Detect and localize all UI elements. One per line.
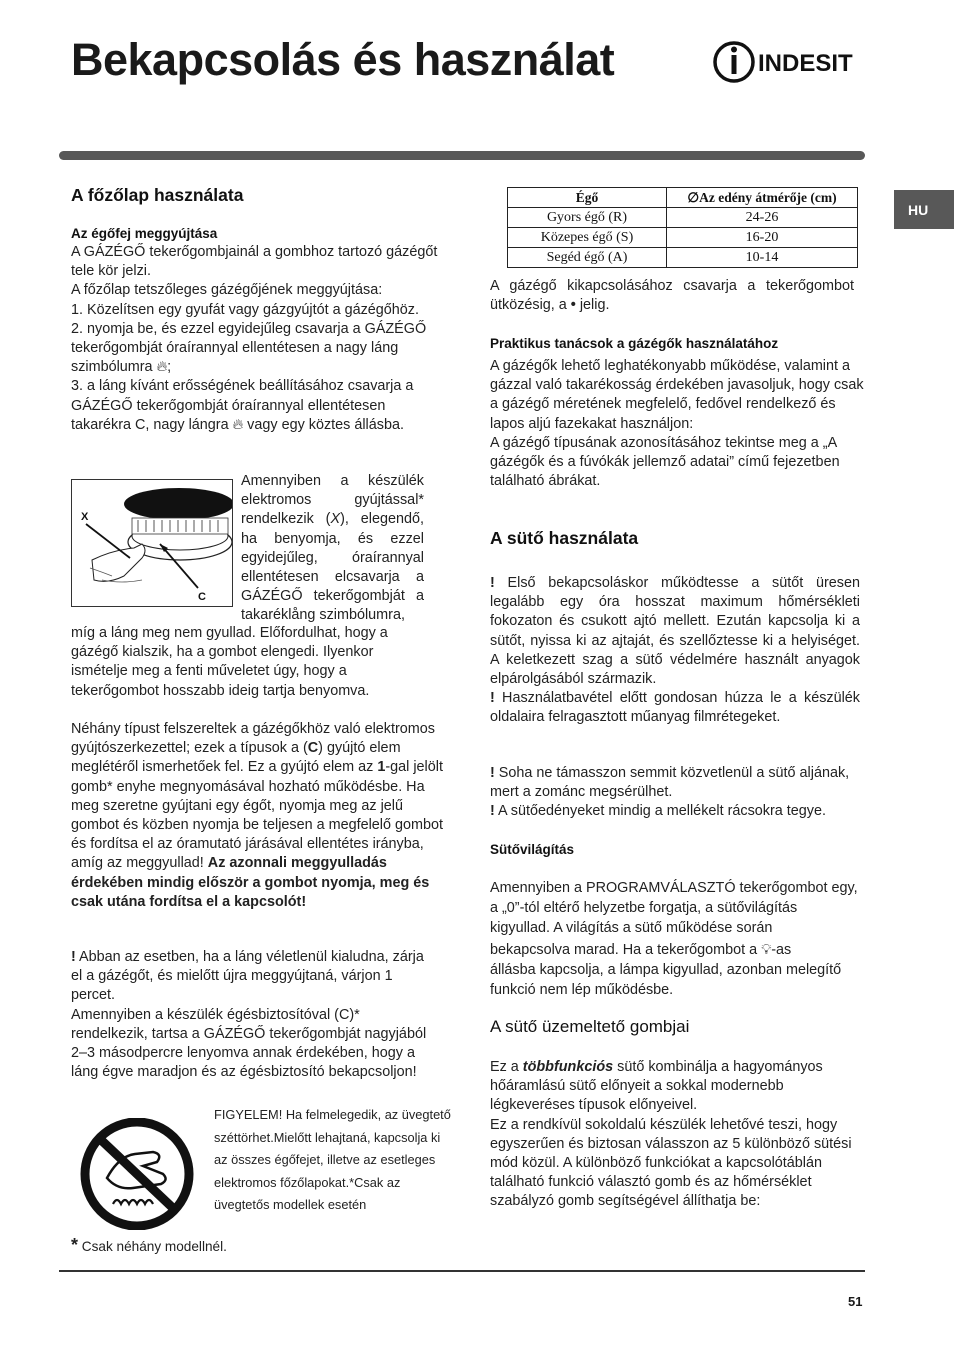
ignition-continued-text bbox=[71, 624, 431, 701]
warning-mark: ! bbox=[490, 765, 495, 781]
table-cell: Segéd égő (A) bbox=[508, 248, 667, 268]
paragraph bbox=[490, 802, 864, 821]
text: -as bbox=[771, 942, 792, 958]
text: 2. nyomja be, és ezzel egyidejűleg csavarja a GÁZÉGŐ tekerőgombját óraírannyal ellentétesen a nagy láng szimbólumra bbox=[71, 320, 427, 376]
text: Az edény átmérője (cm) bbox=[699, 189, 837, 205]
tips-text bbox=[490, 357, 864, 491]
table-cell: 10-14 bbox=[667, 248, 858, 268]
paragraph bbox=[71, 377, 443, 435]
paragraph: Amennyiben a PROGRAMVÁLASZTÓ tekerőgombot egy, a „0”-tól eltérő helyzetbe forgatja, a sütővilágítás kigyullad. A világítás a sütő működése során bbox=[490, 880, 858, 936]
paragraph bbox=[490, 940, 860, 960]
oven-text bbox=[490, 574, 860, 728]
burner-table bbox=[507, 187, 858, 268]
table-cell: Gyors égő (R) bbox=[508, 208, 667, 228]
oven-warnings bbox=[490, 764, 864, 822]
page-title: Bekapcsolás és használat bbox=[71, 34, 615, 85]
fig-label-x: X bbox=[81, 511, 89, 523]
ignite-text bbox=[71, 243, 443, 435]
table-row bbox=[508, 248, 858, 268]
paragraph bbox=[71, 320, 443, 378]
text: Ez a bbox=[490, 1059, 523, 1075]
text: -gal jelölt gomb* enyhe megnyomásával hozható működésbe. Ha meg szeretne gyújtani egy égőt, nyomja meg az jelű gombot és közben nyomja be teljesen a megfelelő gombot és fordítsa el az óramutató járásával ellentétes irányba, amíg az meggyullad! bbox=[71, 759, 443, 872]
text: többfunkciós bbox=[522, 1059, 614, 1075]
text: Abban az esetben, ha a láng véletlenül kialudna, zárja el a gázégőt, és mielőtt újra meggyújtaná, várjon 1 percet. bbox=[71, 949, 424, 1004]
column-header bbox=[667, 188, 858, 208]
paragraph bbox=[490, 764, 864, 802]
text: Az azonnali meggyulladás érdekében mindig először a gombot nyomja, meg és csak utána fordítsa el a kapcsolót! bbox=[71, 855, 430, 910]
footer-rule bbox=[59, 1270, 865, 1272]
text: A gázégő kikapcsolásához csavarja a tekerőgombot ütközésig, a bbox=[490, 278, 854, 314]
paragraph: míg a láng meg nem gyullad. Előfordulhat, hogy a gázégő kialszik, ha a gombot elengedi. Ilyenkor ismételje meg a fenti műveletet úgy, hogy a tekerőgombot hosszabb ideig tartja benyomva. bbox=[71, 625, 388, 699]
paragraph: 1. Közelítsen egy gyufát vagy gázgyújtót a gázégőhöz. bbox=[71, 301, 420, 318]
paragraph: A GÁZÉGŐ tekerőgombjainál a gombhoz tartozó gázégőt tele kör jelzi. bbox=[71, 244, 438, 280]
header-rule bbox=[59, 151, 865, 160]
table-header-row bbox=[508, 188, 858, 208]
switch-off-text bbox=[490, 277, 854, 315]
text: sütő kombinálja a hagyományos hőáramlású sütő előnyeit a sokkal modernebb légkeveréses típusok előnyeivel. bbox=[490, 1059, 823, 1114]
subheading-oven-light: Sütővilágítás bbox=[490, 842, 575, 857]
column-header: Égő bbox=[508, 188, 667, 208]
burner-drawing bbox=[72, 480, 232, 606]
indesit-logo bbox=[712, 38, 872, 86]
paragraph bbox=[71, 948, 431, 1006]
table-cell: 16-20 bbox=[667, 228, 858, 248]
igniter-text bbox=[71, 720, 443, 912]
text: Első bekapcsoláskor működtesse a sütőt üresen legalább egy óra hosszat maximum hőmérsékleti fokozaton és csukott ajtó mellett. Ezután kapcsolja ki a sütőt, nyissa ki az ajtaját, és szellőztesse ki a helyiséget. A keletkezett szag a sütő védelmére használt anyagok elpárolgásából származik. bbox=[490, 575, 860, 688]
diameter-icon: ∅ bbox=[687, 189, 700, 205]
text: ) gyújtó elem meglétéről ismerhetőek fel. Ez a gyújtó elem az bbox=[71, 740, 401, 776]
table-row bbox=[508, 208, 858, 228]
text: C bbox=[307, 740, 319, 757]
warning-mark: ! bbox=[71, 949, 76, 965]
paragraph bbox=[490, 1058, 864, 1116]
paragraph bbox=[490, 574, 860, 689]
warning-mark: ! bbox=[490, 803, 495, 820]
subheading-ignite: Az égőfej meggyújtása bbox=[71, 226, 218, 241]
table-row bbox=[508, 228, 858, 248]
oven-light-text bbox=[490, 878, 860, 1000]
section-title-oven: A sütő használata bbox=[490, 528, 639, 548]
text: Néhány típust felszereltek a gázégőkhöz való elektromos gyújtószerkezettel; ezek a típusok a ( bbox=[71, 721, 435, 757]
language-tab: HU bbox=[894, 190, 954, 229]
text: Használatbavétel előtt gondosan húzza le a készülék oldalaira felragasztott műanyag filmrétegeket. bbox=[490, 690, 860, 726]
paragraph: Ez a rendkívül sokoldalú készülék lehetővé teszi, hogy egyszerűen és biztosan válasszon az 5 különböző sütési mód közül. A különböző funkciókat a kapcsolótáblán található funkció választó gomb és az hőmérséklet szabályzó gomb segítségével állíthatja be: bbox=[490, 1116, 852, 1210]
text: X bbox=[330, 511, 341, 528]
page-number: 51 bbox=[848, 1294, 863, 1309]
text: ; bbox=[167, 359, 172, 376]
text: vagy egy köztes állásba. bbox=[247, 416, 404, 433]
paragraph: állásba kapcsolja, a lámpa kigyullad, azonban melegítő funkció nem lép működésbe. bbox=[490, 962, 842, 998]
safety-text bbox=[71, 948, 431, 1082]
electric-ignition-text bbox=[241, 472, 424, 626]
text: 3. a láng kívánt erősségének beállításához csavarja a GÁZÉGŐ tekerőgombját óraírannyal ellentétesen takarékra C, nagy lángra bbox=[71, 378, 414, 433]
paragraph: A gázégők lehető leghatékonyabb működése, valamint a gázzal való takarékosság érdekében javasoljuk, hogy csak a gázégő méretének megfelelő, fedővel rendelkező és lapos aljú fazekakat használjon: bbox=[490, 358, 864, 432]
text: jelig. bbox=[579, 297, 610, 314]
oven-controls-text bbox=[490, 1058, 864, 1212]
paragraph: A gázégő típusának azonosításához tekintse meg a „A gázégők és a fúvókák jellemző adatai” című fejezetben található ábrákat. bbox=[490, 434, 840, 490]
text: 1 bbox=[377, 759, 386, 776]
paragraph bbox=[241, 472, 424, 626]
dot-icon: • bbox=[570, 297, 576, 314]
paragraph: Amennyiben a készülék égésbiztosítóval (C)* rendelkezik, tartsa a GÁZÉGŐ tekerőgombját nagyjából 2–3 másodpercre lenyomva annak érdekében, hogy a láng égve maradjon és az égésbiztosító bekapcsoljon! bbox=[71, 1006, 427, 1081]
flame-icon: 🔥︎ bbox=[232, 416, 244, 433]
paragraph bbox=[490, 277, 854, 315]
text: A sütőedényeket mindig a mellékelt rácsokra tegye. bbox=[494, 803, 826, 820]
section-title-oven-controls: A sütő üzemeltető gombjai bbox=[490, 1017, 690, 1036]
glass-lid-warning: FIGYELEM! Ha felmelegedik, az üvegtető széttörhet.Mielőtt lehajtaná, kapcsolja ki az összes égőfejet, illetve az esetleges elektromos főzőlapokat.*Csak az üvegtetős modellek esetén bbox=[214, 1107, 451, 1213]
warning-mark: ! bbox=[490, 575, 495, 591]
footnote-star: * bbox=[71, 1235, 79, 1255]
no-flame-warning-icon bbox=[73, 1118, 201, 1230]
brand-text: INDESIT bbox=[758, 50, 853, 77]
subheading-tips: Praktikus tanácsok a gázégők használatához bbox=[490, 336, 779, 351]
footnote-text: Csak néhány modellnél. bbox=[81, 1239, 227, 1254]
paragraph bbox=[490, 689, 860, 727]
section-title-hob: A főzőlap használata bbox=[71, 185, 244, 205]
text: bekapcsolva marad. Ha a tekerőgombot a bbox=[490, 942, 758, 958]
burner-illustration bbox=[71, 479, 233, 607]
paragraph bbox=[71, 720, 443, 912]
paragraph: A főzőlap tetszőleges gázégőjének meggyújtása: bbox=[71, 282, 383, 299]
text: Soha ne támasszon semmit közvetlenül a sütő aljának, mert a zománc megsérülhet. bbox=[490, 765, 850, 801]
footnote bbox=[71, 1236, 431, 1256]
table-cell: 24-26 bbox=[667, 208, 858, 228]
warning-mark: ! bbox=[490, 690, 495, 707]
lamp-icon: 💡︎ bbox=[761, 942, 772, 958]
fig-label-c: C bbox=[198, 591, 206, 603]
text: ), elegendő, ha benyomja, és ezzel egyidejűleg, óraírannyal ellentétesen elcsavarja a GÁZÉGŐ tekerőgombját a takaréklång szimbólumra, bbox=[241, 511, 424, 624]
table-cell: Közepes égő (S) bbox=[508, 228, 667, 248]
big-flame-icon: 🔥︎ bbox=[156, 359, 168, 376]
text: Amennyiben a készülék elektromos gyújtással* rendelkezik ( bbox=[241, 473, 424, 528]
